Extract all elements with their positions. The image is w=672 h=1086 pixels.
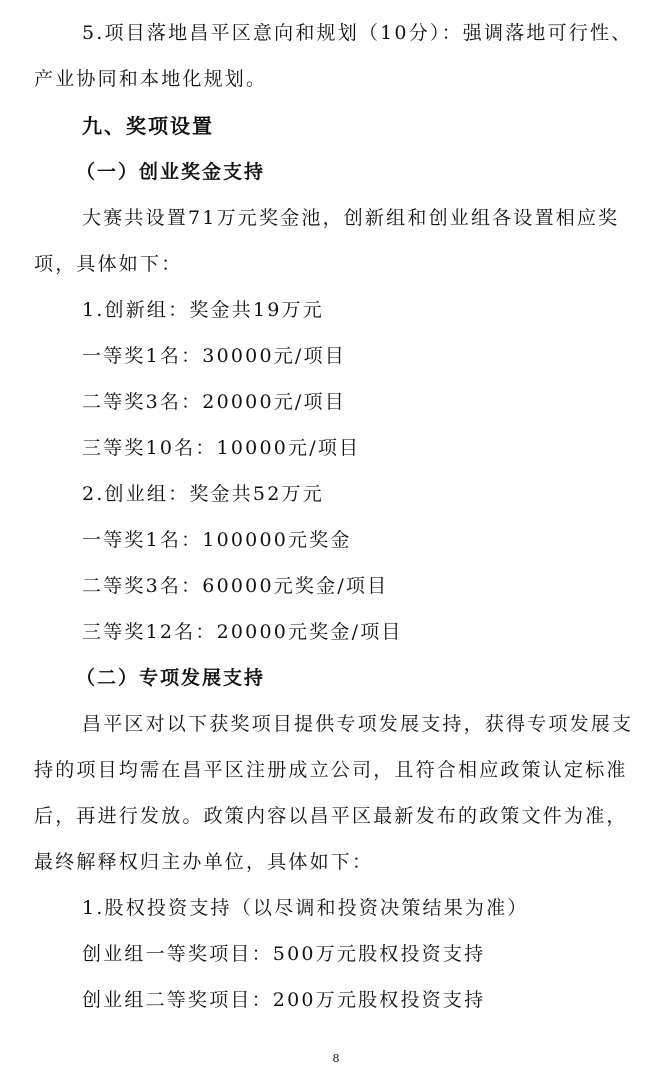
page-number: 8 — [332, 1052, 340, 1065]
equity-first-prize: 创业组一等奖项目：500万元股权投资支持 — [82, 943, 486, 965]
innovation-group-heading: 1.创新组：奖金共19万元 — [82, 299, 324, 321]
startup-first-prize: 一等奖1名：100000元奖金 — [82, 529, 352, 551]
special-support-paragraph-line-3: 后，再进行发放。政策内容以昌平区最新发布的政策文件为准， — [34, 805, 628, 827]
scoring-item-5: 5.项目落地昌平区意向和规划（10分）：强调落地可行性、 — [82, 22, 633, 44]
subsection-title-startup-funding: （一）创业奖金支持 — [76, 161, 266, 183]
funding-intro-continued: 项，具体如下： — [34, 253, 183, 275]
innovation-first-prize: 一等奖1名：30000元/项目 — [82, 345, 346, 367]
equity-second-prize: 创业组二等奖项目：200万元股权投资支持 — [82, 989, 486, 1011]
startup-second-prize: 二等奖3名：60000元奖金/项目 — [82, 575, 389, 597]
section-title-awards: 九、奖项设置 — [82, 114, 214, 138]
innovation-third-prize: 三等奖10名：10000元/项目 — [82, 437, 361, 459]
startup-group-heading: 2.创业组：奖金共52万元 — [82, 483, 324, 505]
funding-intro: 大赛共设置71万元奖金池，创新组和创业组各设置相应奖 — [82, 207, 620, 229]
innovation-second-prize: 二等奖3名：20000元/项目 — [82, 391, 346, 413]
startup-third-prize: 三等奖12名：20000元奖金/项目 — [82, 621, 403, 643]
subsection-title-special-support: （二）专项发展支持 — [76, 667, 266, 689]
special-support-paragraph-line-1: 昌平区对以下获奖项目提供专项发展支持，获得专项发展支 — [82, 713, 634, 735]
scoring-item-5-continued: 产业协同和本地化规划。 — [34, 68, 268, 90]
equity-investment-heading: 1.股权投资支持（以尽调和投资决策结果为准） — [82, 897, 529, 919]
special-support-paragraph-line-4: 最终解释权归主办单位，具体如下： — [34, 851, 374, 873]
special-support-paragraph-line-2: 持的项目均需在昌平区注册成立公司，且符合相应政策认定标准 — [34, 759, 628, 781]
